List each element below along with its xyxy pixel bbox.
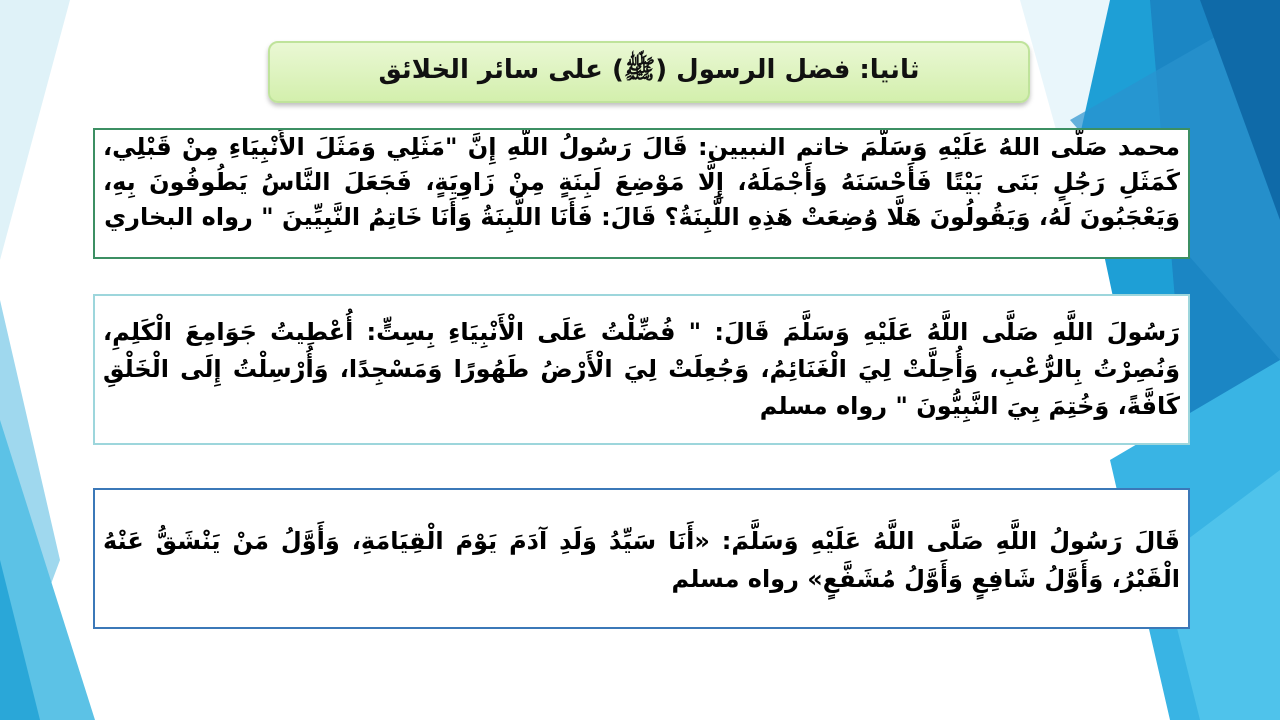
slide-title: ثانيا: فضل الرسول (ﷺ) على سائر الخلائق [378,55,920,85]
slide-title-banner [268,41,1030,103]
hadith-box-six-virtues [93,294,1190,445]
hadith-box-master-of-mankind [93,488,1190,629]
hadith-text: قَالَ رَسُولُ اللَّهِ صَلَّى اللَّهُ عَلَيْهِ وَسَلَّمَ: «أَنَا سَيِّدُ وَلَدِ آدَمَ يَوْمَ الْقِيَامَةِ، وَأَوَّلُ مَنْ يَنْشَقُّ عَنْهُ الْقَبْرُ، وَأَوَّلُ شَافِعٍ وَأَوَّلُ مُشَفَّعٍ» رواه مسلم [103,527,1180,593]
hadith-box-seal-of-prophets [93,128,1190,259]
hadith-text: محمد صَلَّى اللهُ عَلَيْهِ وَسَلَّمَ خاتم النبيين: قَالَ رَسُولُ اللَّهِ إِنَّ "مَثَلِي وَمَثَلَ الأَنْبِيَاءِ مِنْ قَبْلِي، كَمَثَلِ رَجُلٍ بَنَى بَيْتًا فَأَحْسَنَهُ وَأَجْمَلَهُ، إِلَّا مَوْضِعَ لَبِنَةٍ مِنْ زَاوِيَةٍ، فَجَعَلَ النَّاسُ يَطُوفُونَ بِهِ، وَيَعْجَبُونَ لَهُ، وَيَقُولُونَ هَلَّا وُضِعَتْ هَذِهِ اللَّبِنَةُ؟ قَالَ: فَأَنَا اللَّبِنَةُ وَأَنَا خَاتِمُ النَّبِيِّينَ " رواه البخاري [103,133,1180,231]
hadith-text: رَسُولَ اللَّهِ صَلَّى اللَّهُ عَلَيْهِ وَسَلَّمَ قَالَ: " فُضِّلْتُ عَلَى الْأَنْبِيَاءِ بِسِتٍّ: أُعْطِيتُ جَوَامِعَ الْكَلِمِ، وَنُصِرْتُ بِالرُّعْبِ، وَأُحِلَّتْ لِيَ الْغَنَائِمُ، وَجُعِلَتْ لِيَ الْأَرْضُ طَهُورًا وَمَسْجِدًا، وَأُرْسِلْتُ إِلَى الْخَلْقِ كَافَّةً، وَخُتِمَ بِيَ النَّبِيُّونَ " رواه مسلم [103,318,1180,420]
